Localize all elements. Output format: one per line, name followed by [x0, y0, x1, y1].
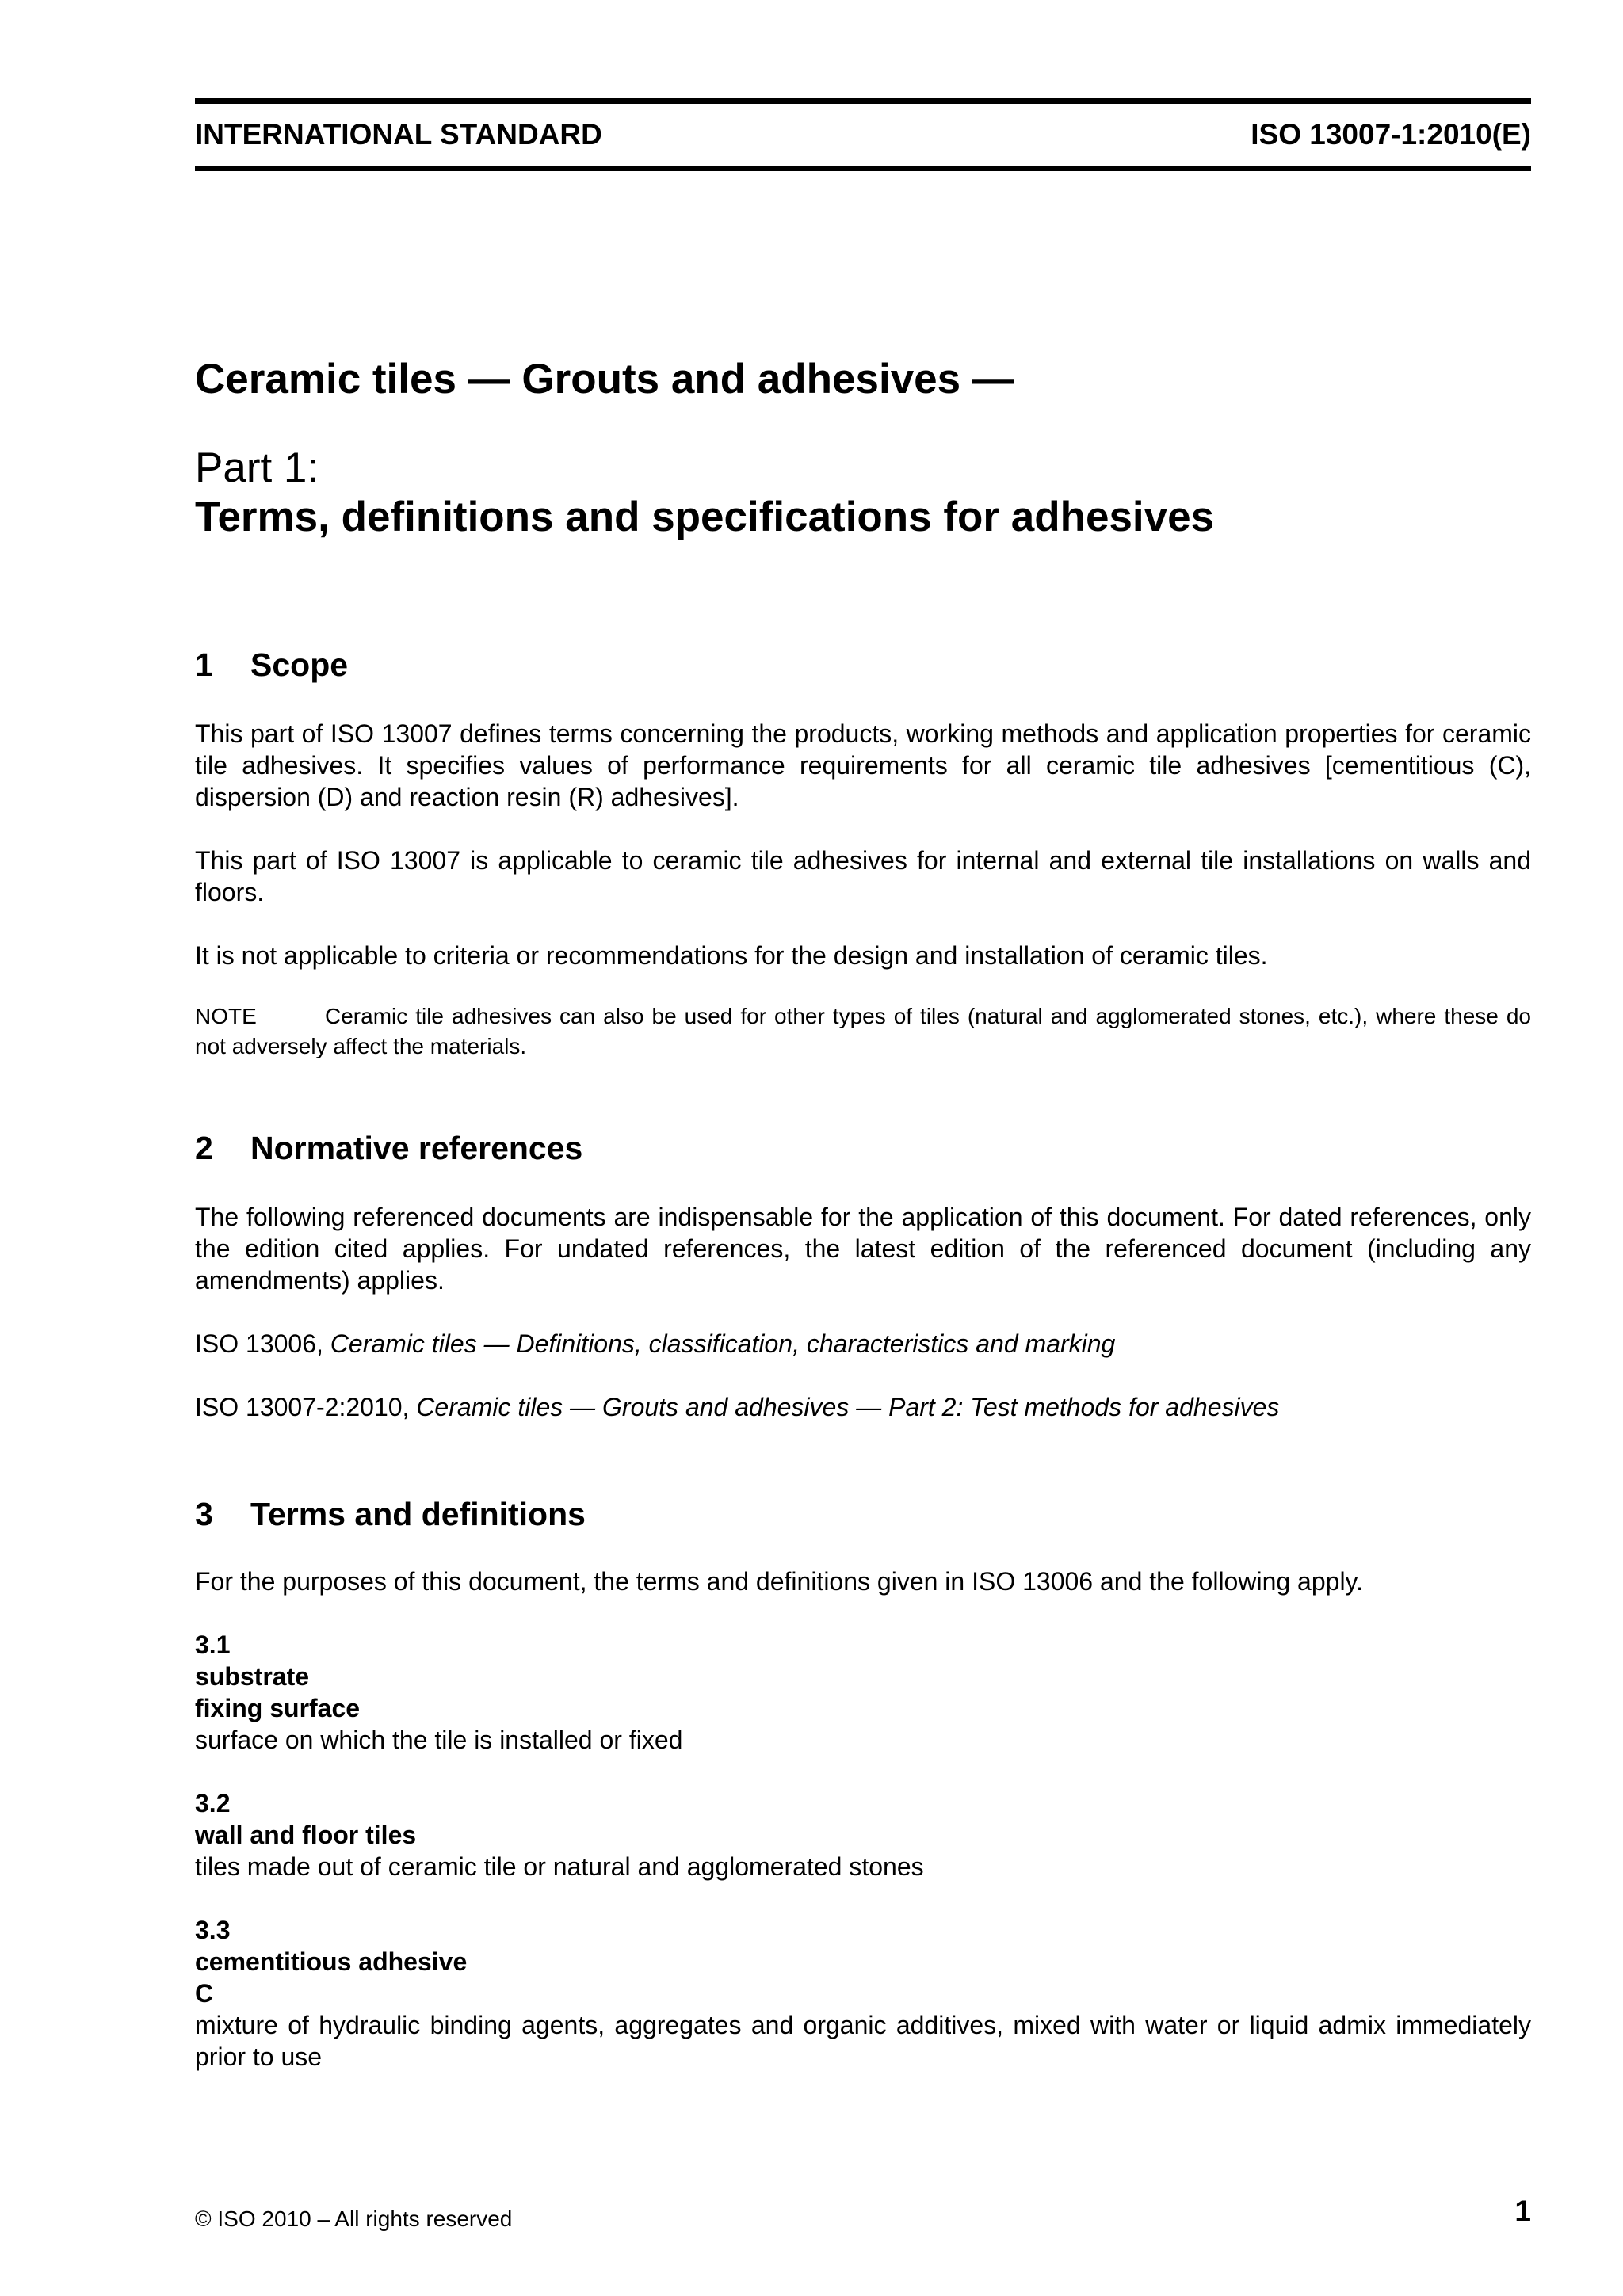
term-alternative: C — [195, 1979, 214, 2008]
term-entry — [195, 1629, 1531, 1756]
reference-2-title: Ceramic tiles — Grouts and adhesives — Part 2: Test methods for adhesives — [416, 1393, 1280, 1421]
header-left: INTERNATIONAL STANDARD — [195, 118, 602, 151]
normative-paragraph: The following referenced documents are indispensable for the application of this document. For dated references, only the edition cited applies. For undated references, the latest edition of the referenced document (including any amendments) applies. — [195, 1203, 1531, 1295]
page-header — [195, 98, 1531, 171]
term-name: substrate — [195, 1662, 310, 1691]
term-name: wall and floor tiles — [195, 1821, 417, 1849]
section-1-title: Scope — [250, 646, 349, 683]
term-alternative: fixing surface — [195, 1694, 361, 1722]
reference-1-title: Ceramic tiles — Definitions, classification, characteristics and marking — [330, 1329, 1116, 1358]
scope-paragraph-2: This part of ISO 13007 is applicable to ceramic tile adhesives for internal and external tile installations on walls and floors. — [195, 846, 1531, 906]
section-2-heading — [195, 1130, 582, 1167]
reference-2-code: ISO 13007-2:2010, — [195, 1393, 417, 1421]
term-name: cementitious adhesive — [195, 1947, 468, 1976]
section-3-heading — [195, 1496, 586, 1533]
part-label: Part 1: — [195, 444, 319, 491]
section-2-number: 2 — [195, 1130, 213, 1166]
section-3-title: Terms and definitions — [250, 1496, 586, 1532]
header-bottom-rule — [195, 166, 1531, 171]
term-definition: mixture of hydraulic binding agents, aggregates and organic additives, mixed with water or liquid admix immediately prior to use — [195, 2011, 1531, 2071]
footer-page-number: 1 — [1514, 2195, 1531, 2227]
term-number: 3.2 — [195, 1789, 231, 1817]
scope-note — [195, 1001, 1531, 1062]
footer-copyright: © ISO 2010 – All rights reserved — [195, 2206, 513, 2231]
header-row — [195, 104, 1531, 166]
term-definition: surface on which the tile is installed or fixed — [195, 1726, 683, 1754]
note-label: NOTE — [195, 1004, 257, 1028]
reference-iso-13007-2 — [195, 1391, 1531, 1423]
term-number: 3.3 — [195, 1916, 231, 1944]
section-1-number: 1 — [195, 646, 213, 683]
reference-1-code: ISO 13006, — [195, 1329, 330, 1358]
document-title: Ceramic tiles — Grouts and adhesives — — [195, 356, 1014, 402]
section-3-number: 3 — [195, 1496, 213, 1532]
section-2-title: Normative references — [250, 1130, 583, 1166]
term-entry — [195, 1787, 1531, 1882]
reference-iso-13006 — [195, 1328, 1531, 1360]
header-top-rule — [195, 98, 1531, 104]
document-subtitle: Terms, definitions and specifications for adhesives — [195, 494, 1215, 540]
note-text: Ceramic tile adhesives can also be used for other types of tiles (natural and agglomerated stones, etc.), where these do not adversely affect the materials. — [195, 1004, 1531, 1058]
term-number: 3.1 — [195, 1630, 231, 1659]
header-right: ISO 13007-1:2010(E) — [1251, 118, 1531, 151]
scope-paragraph-1: This part of ISO 13007 defines terms concerning the products, working methods and application properties for ceramic tile adhesives. It specifies values of performance requirements for all ceramic tile adhesives [cementitious (C), dispersion (D) and reaction resin (R) adhesives]. — [195, 719, 1531, 811]
terms-intro: For the purposes of this document, the terms and definitions given in ISO 13006 and the following apply. — [195, 1567, 1364, 1596]
term-entry — [195, 1914, 1531, 2073]
term-definition: tiles made out of ceramic tile or natural and agglomerated stones — [195, 1852, 924, 1881]
scope-paragraph-3: It is not applicable to criteria or recommendations for the design and installation of ceramic tiles. — [195, 941, 1268, 970]
section-1-heading — [195, 646, 348, 684]
